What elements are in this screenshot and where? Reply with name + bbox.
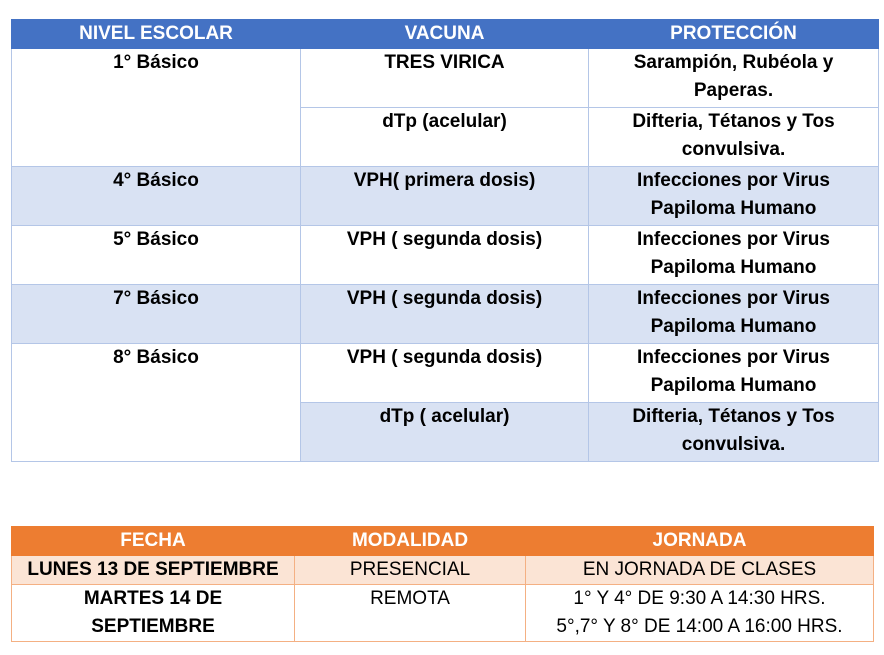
date-cell: LUNES 13 DE SEPTIEMBRE: [12, 556, 295, 585]
header-vacuna: VACUNA: [301, 20, 589, 49]
header-modalidad: MODALIDAD: [295, 527, 526, 556]
schedule-table: [11, 526, 874, 642]
session-line: 1° Y 4° DE 9:30 A 14:30 HRS.: [573, 588, 826, 609]
mode-cell: REMOTA: [295, 585, 526, 642]
level-cell: 5° Básico: [12, 226, 301, 285]
header-proteccion: PROTECCIÓN: [589, 20, 879, 49]
vaccine-cell: TRES VIRICA: [301, 49, 589, 108]
protection-cell: Sarampión, Rubéola y Paperas.: [589, 49, 879, 108]
vaccine-cell: VPH ( segunda dosis): [301, 226, 589, 285]
mode-cell: PRESENCIAL: [295, 556, 526, 585]
protection-cell: Infecciones por Virus Papiloma Humano: [589, 344, 879, 403]
table-row: [12, 167, 879, 226]
vaccine-cell: VPH ( segunda dosis): [301, 285, 589, 344]
protection-cell: Infecciones por Virus Papiloma Humano: [589, 226, 879, 285]
vaccine-cell: dTp ( acelular): [301, 403, 589, 462]
vaccine-cell: dTp (acelular): [301, 108, 589, 167]
table-row: [12, 344, 879, 403]
session-cell: [526, 585, 874, 642]
level-cell: 7° Básico: [12, 285, 301, 344]
protection-cell: Infecciones por Virus Papiloma Humano: [589, 167, 879, 226]
vaccine-cell: VPH( primera dosis): [301, 167, 589, 226]
date-cell: MARTES 14 DE SEPTIEMBRE: [12, 585, 295, 642]
table-row: [12, 285, 879, 344]
vaccine-header-row: [12, 20, 879, 49]
table-row: [12, 556, 874, 585]
table-row: [12, 226, 879, 285]
header-jornada: JORNADA: [526, 527, 874, 556]
vaccine-cell: VPH ( segunda dosis): [301, 344, 589, 403]
vaccine-table: [11, 19, 879, 462]
header-fecha: FECHA: [12, 527, 295, 556]
protection-cell: Difteria, Tétanos y Tos convulsiva.: [589, 403, 879, 462]
table-row: [12, 585, 874, 642]
table-row: [12, 49, 879, 108]
level-cell: 8° Básico: [12, 344, 301, 462]
header-nivel-escolar: NIVEL ESCOLAR: [12, 20, 301, 49]
schedule-header-row: [12, 527, 874, 556]
protection-cell: Infecciones por Virus Papiloma Humano: [589, 285, 879, 344]
session-cell: EN JORNADA DE CLASES: [526, 556, 874, 585]
protection-cell: Difteria, Tétanos y Tos convulsiva.: [589, 108, 879, 167]
session-line: 5°,7° Y 8° DE 14:00 A 16:00 HRS.: [556, 616, 843, 637]
level-cell: 1° Básico: [12, 49, 301, 167]
level-cell: 4° Básico: [12, 167, 301, 226]
